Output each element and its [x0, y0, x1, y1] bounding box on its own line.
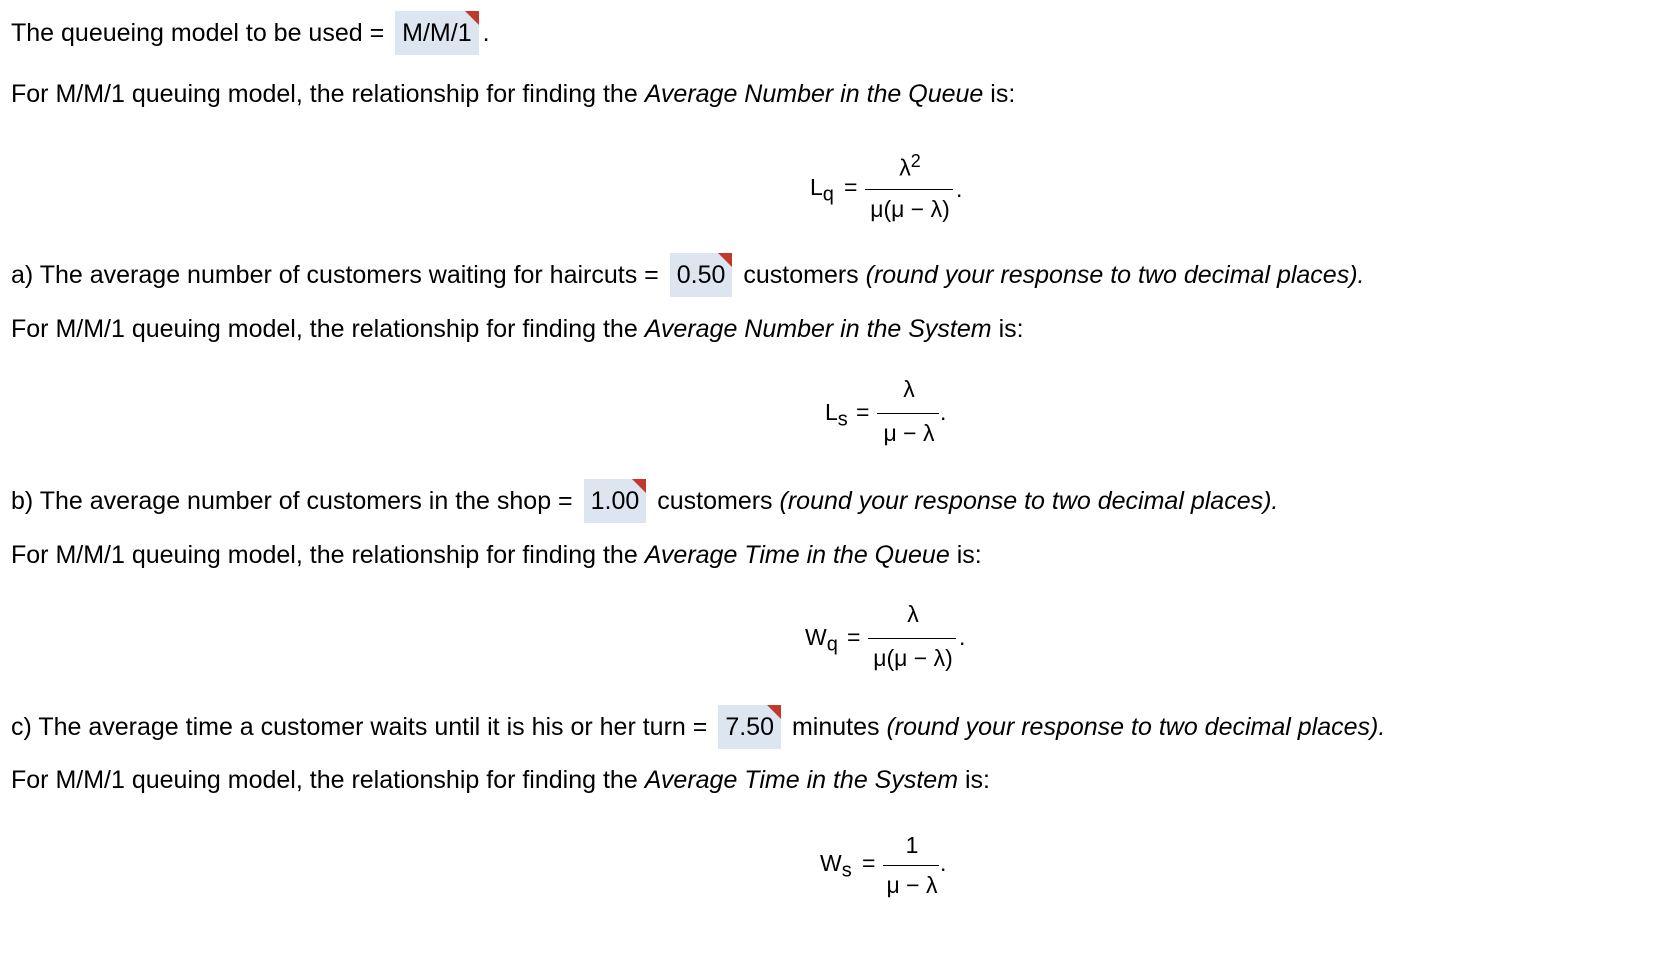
- formula-equals: =: [862, 850, 876, 876]
- answer-flag-icon: [718, 253, 732, 267]
- question-c: c) The average time a customer waits until it is his or her turn = 7.50 minutes (round your response to two decimal places).: [11, 705, 1385, 749]
- answer-flag-icon: [767, 705, 781, 719]
- answer-c-field[interactable]: 7.50: [718, 705, 781, 749]
- wq-intro: For M/M/1 queuing model, the relationship for finding the Average Time in the Queue is:: [11, 541, 982, 569]
- formula-lhs: $W_s$: [820, 850, 852, 882]
- term-ws: Average Time in the System: [644, 766, 959, 794]
- fraction-bar: [865, 189, 953, 190]
- lq-formula: [810, 140, 980, 230]
- term-wq: Average Time in the Queue: [644, 541, 950, 569]
- question-a: a) The average number of customers waiting for haircuts = 0.50 customers (round your response to two decimal places).: [11, 253, 1364, 297]
- ls-intro: For M/M/1 queuing model, the relationship for finding the Average Number in the System is:: [11, 315, 1024, 343]
- answer-flag-icon: [465, 11, 479, 25]
- question-b: b) The average number of customers in the shop = 1.00 customers (round your response to two decimal places).: [11, 479, 1278, 523]
- answer-a-field[interactable]: 0.50: [670, 253, 733, 297]
- fraction-bar: [883, 865, 939, 866]
- formula-numerator: $\lambda^2$: [899, 151, 921, 181]
- model-answer-field[interactable]: M/M/1: [395, 11, 478, 55]
- wq-formula: [805, 600, 980, 680]
- formula-equals: =: [856, 399, 870, 425]
- formula-equals: =: [847, 624, 861, 650]
- ws-formula: [820, 832, 960, 912]
- formula-numerator: λ: [907, 601, 919, 627]
- term-lq: Average Number in the Queue: [644, 80, 984, 108]
- model-prefix: The queueing model to be used =: [11, 19, 385, 47]
- lq-intro: For M/M/1 queuing model, the relationship for finding the Average Number in the Queue is:: [11, 80, 1016, 108]
- term-ls: Average Number in the System: [644, 315, 992, 343]
- formula-equals: =: [844, 174, 858, 200]
- formula-lhs: $L_q$: [810, 174, 834, 206]
- formula-period: .: [940, 399, 947, 425]
- formula-period: .: [956, 176, 963, 202]
- fraction-bar: [877, 413, 939, 414]
- fraction-bar: [868, 638, 956, 639]
- formula-denominator: μ(μ − λ): [870, 196, 950, 222]
- answer-b-field[interactable]: 1.00: [584, 479, 647, 523]
- answer-flag-icon: [632, 479, 646, 493]
- model-line: The queueing model to be used = M/M/1 .: [11, 11, 490, 55]
- formula-denominator: μ − λ: [883, 420, 935, 446]
- formula-lhs: $W_q$: [805, 624, 838, 656]
- formula-lhs: $L_s$: [825, 399, 848, 431]
- formula-denominator: μ(μ − λ): [873, 645, 953, 671]
- formula-numerator: 1: [905, 832, 919, 858]
- formula-denominator: μ − λ: [886, 872, 938, 898]
- formula-numerator: λ: [903, 376, 915, 402]
- formula-period: .: [959, 624, 966, 650]
- ws-intro: For M/M/1 queuing model, the relationship for finding the Average Time in the System is:: [11, 766, 990, 794]
- formula-period: .: [940, 850, 947, 876]
- ls-formula: [825, 375, 965, 455]
